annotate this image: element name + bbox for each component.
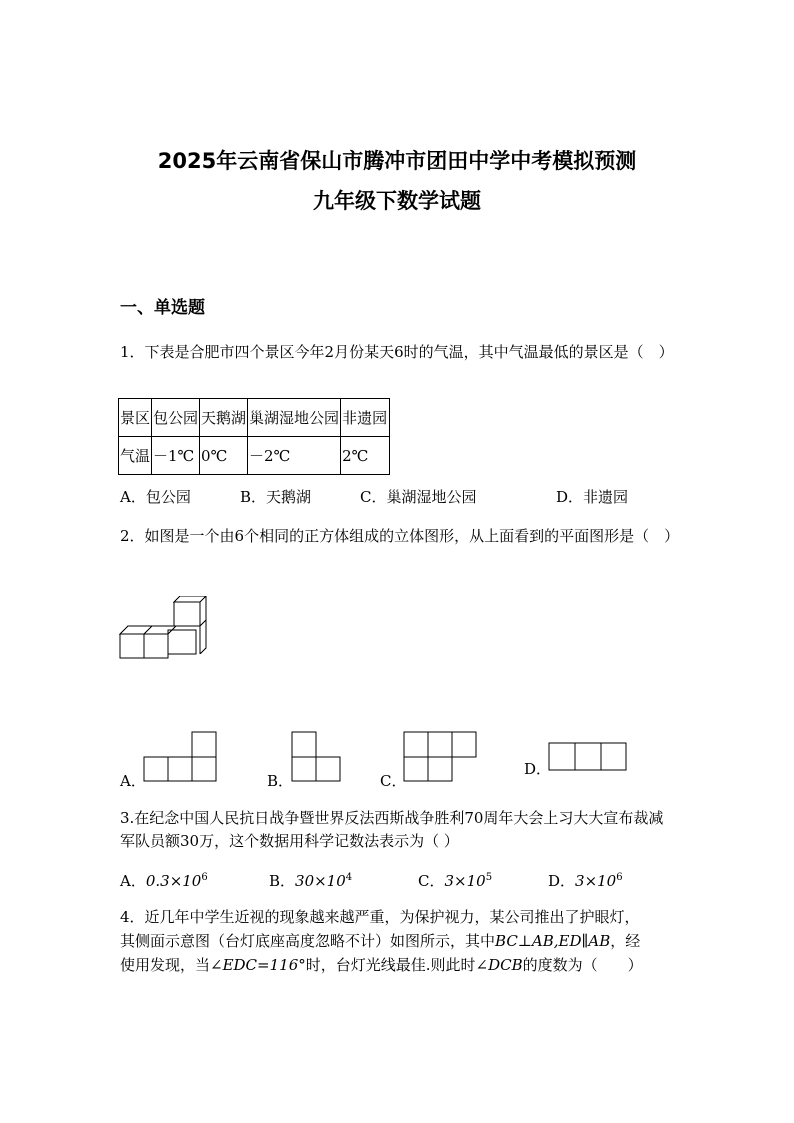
- q1-option-d[interactable]: D．非遗园: [556, 488, 629, 506]
- q3-option-a-base: 0.3×10: [145, 872, 202, 890]
- q2-option-b-figure[interactable]: [291, 731, 345, 783]
- q2-option-d-figure[interactable]: [548, 742, 628, 772]
- q2-option-c-label[interactable]: C．: [380, 772, 407, 790]
- q1-option-c[interactable]: C．巢湖湿地公园: [360, 488, 477, 506]
- q4-math-relation: BC⊥AB,ED∥AB: [495, 932, 611, 950]
- q3-option-c-exp: 5: [485, 872, 493, 883]
- q4-math-angle-edc: ∠EDC=116°: [210, 956, 306, 974]
- table-cell: －1℃: [152, 437, 200, 475]
- table-row: [119, 399, 390, 437]
- q3-option-c[interactable]: [418, 870, 492, 891]
- q3-option-b-exp: 4: [345, 872, 353, 883]
- q2-option-c-figure[interactable]: [403, 731, 479, 783]
- table-row: [119, 437, 390, 475]
- q4-math-angle-dcb: ∠DCB: [475, 956, 523, 974]
- q4-text: 时，台灯光线最佳.则此时: [305, 956, 476, 974]
- section-heading: 一、单选题: [120, 298, 205, 318]
- table-cell: －2℃: [248, 437, 341, 475]
- question-4-line1: 4．近几年中学生近视的现象越来越严重，为保护视力，某公司推出了护眼灯，: [120, 908, 640, 926]
- question-2-stem: 2．如图是一个由6个相同的正方体组成的立体图形，从上面看到的平面图形是（ ）: [120, 527, 680, 545]
- q1-option-a[interactable]: A．包公园: [120, 488, 191, 506]
- table-cell: 巢湖湿地公园: [248, 399, 341, 437]
- q3-option-a[interactable]: [120, 870, 208, 891]
- table-cell: 0℃: [200, 437, 248, 475]
- q1-option-b[interactable]: B．天鹅湖: [240, 488, 312, 506]
- q3-option-d[interactable]: [548, 870, 623, 891]
- q4-text: 使用发现，当: [120, 956, 211, 974]
- q2-option-b-label[interactable]: B．: [267, 772, 294, 790]
- table-cell: 气温: [119, 437, 152, 475]
- q3-option-a-exp: 6: [201, 872, 208, 883]
- q3-option-a-label: A．: [120, 872, 146, 890]
- q4-text: ，经: [610, 932, 641, 950]
- q3-option-d-exp: 6: [616, 872, 623, 883]
- temperature-table: [118, 398, 390, 475]
- q3-option-d-base: 3×10: [575, 872, 617, 890]
- q2-option-a-label[interactable]: A．: [120, 772, 146, 790]
- q4-text: 的度数为（ ）: [522, 956, 643, 974]
- page-title-line2: 九年级下数学试题: [313, 189, 481, 213]
- q2-option-a-figure[interactable]: [143, 731, 219, 783]
- q4-text: 其侧面示意图（台灯底座高度忽略不计）如图所示，其中: [120, 932, 496, 950]
- q3-option-b[interactable]: [269, 870, 352, 891]
- q3-option-d-label: D．: [548, 872, 576, 890]
- question-3-stem: 3.在纪念中国人民抗日战争暨世界反法西斯战争胜利70周年大会上习大大宣布裁减军队员额30万，这个数据用科学记数法表示为（ ）: [120, 809, 664, 850]
- table-cell: 2℃: [341, 437, 390, 475]
- table-cell: 天鹅湖: [200, 399, 248, 437]
- question-4-line3: [120, 954, 676, 977]
- question-1-stem: 1．下表是合肥市四个景区今年2月份某天6时的气温，其中气温最低的景区是（ ）: [120, 343, 674, 361]
- q3-option-c-label: C．: [418, 872, 445, 890]
- q3-option-c-base: 3×10: [444, 872, 486, 890]
- table-cell: 非遗园: [341, 399, 390, 437]
- page-title-line1: 2025年云南省保山市腾冲市团田中学中考模拟预测: [157, 149, 637, 173]
- q3-option-b-base: 30×10: [295, 872, 346, 890]
- q3-option-b-label: B．: [269, 872, 296, 890]
- table-cell: 景区: [119, 399, 152, 437]
- table-cell: 包公园: [152, 399, 200, 437]
- question-4-line2: [120, 930, 676, 953]
- q2-option-d-label[interactable]: D．: [524, 760, 552, 778]
- cube-solid-figure: [118, 596, 208, 662]
